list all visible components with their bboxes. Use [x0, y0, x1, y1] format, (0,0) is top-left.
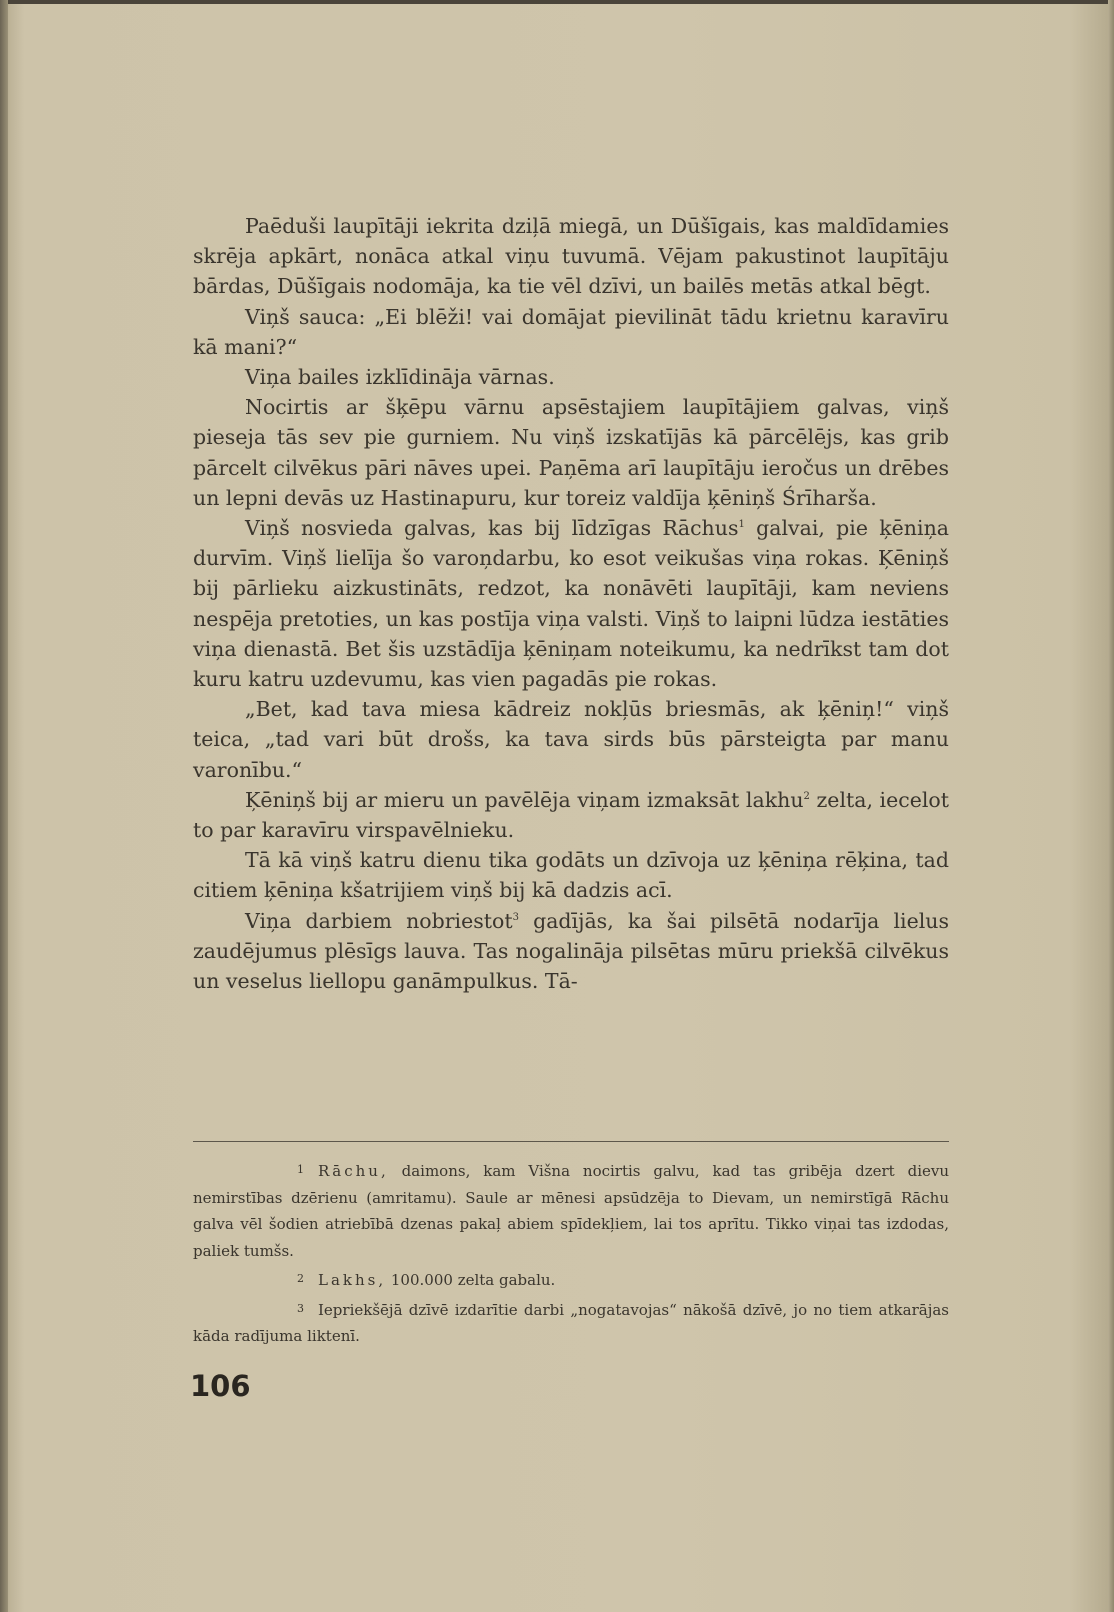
- paragraph: Viņa bailes izklīdināja vārnas.: [245, 365, 555, 390]
- footnote-mark: 2: [297, 1272, 304, 1285]
- paragraph-text: Ķēniņš bij ar mieru un pavēlēja viņam izmaksāt lakhu: [245, 787, 804, 812]
- paragraph: [193, 785, 949, 845]
- footnote: [193, 1296, 949, 1350]
- paragraph-text: Viņa darbiem nobriestot: [245, 908, 513, 933]
- paragraph-text: zelta, iecelot to par karavīru virspavēlnieku.: [193, 787, 949, 843]
- footnote-term: Rāchu,: [318, 1162, 389, 1180]
- footnote: [193, 1157, 949, 1264]
- footnote-text: daimons, kam Višna nocirtis galvu, kad tas gribēja dzert dievu nemirstības dzērienu (amritamu). Saule ar mēnesi apsūdzēja to Dievam, un nemirstīgā Rāchu galva vēl šodien atriebībā dzenas pakaļ abiem spīdekļiem, lai tos aprītu. Tikko viņai tas izdodas, paliek tumšs.: [193, 1162, 949, 1260]
- paragraph-text: gadījās, ka šai pilsētā nodarīja lielus zaudējumus plēsīgs lauva. Tas nogalināja pilsētas mūru priekšā cilvēkus un veselus liellopu ganāmpulkus. Tā-: [193, 908, 949, 994]
- footnote-mark: 3: [297, 1301, 304, 1315]
- paragraph: „Bet, kad tava miesa kādreiz nokļūs briesmās, ak ķēniņ!“ viņš teica, „tad vari būt drošs, ka tava sirds būs pārsteigta par manu varonību.“: [193, 697, 949, 782]
- footnote-mark: 1: [297, 1163, 304, 1176]
- page-binding-edge: [0, 0, 8, 1612]
- paragraph: [193, 906, 949, 997]
- paragraph: Tā kā viņš katru dienu tika godāts un dzīvoja uz ķēniņa rēķina, tad citiem ķēniņa kšatrijiem viņš bij kā dadzis acī.: [193, 848, 949, 903]
- paragraph: Nocirtis ar šķēpu vārnu apsēstajiem laupītājiem galvas, viņš pieseja tās sev pie gurniem. Nu viņš izskatījās kā pārcēlējs, kas grib pārcelt cilvēkus pāri nāves upei. Paņēma arī laupītāju ieročus un drēbes un lepni devās uz Hastinapuru, kur toreiz valdīja ķēniņš Śrīharša.: [193, 395, 949, 510]
- footnote-reference: 1: [738, 519, 745, 531]
- footnote-text: Iepriekšējā dzīvē izdarītie darbi „nogatavojas“ nākošā dzīvē, jo no tiem atkarājas kāda radījuma liktenī.: [193, 1300, 949, 1345]
- footnote-text: 100.000 zelta gabalu.: [386, 1271, 556, 1289]
- paragraph-text: galvai, pie ķēniņa durvīm. Viņš lielīja šo varoņdarbu, ko esot veikušas viņa rokas. Ķēniņš bij pārlieku aizkustināts, redzot, ka nonāvēti laupītāji, kam neviens nespēja pretoties, un kas postīja viņa valsti. Viņš to laipni lūdza iestāties viņa dienastā. Bet šis uzstādīja ķēniņam noteikumu, ka nedrīkst tam dot kuru katru uzdevumu, kas vien pagadās pie rokas.: [193, 516, 949, 692]
- main-text: [193, 211, 949, 996]
- footnote-reference: 2: [803, 791, 810, 803]
- page-top-edge: [0, 0, 1114, 4]
- page-right-edge: [1108, 0, 1114, 1612]
- footnotes: [193, 1157, 949, 1352]
- paragraph: Paēduši laupītāji iekrita dziļā miegā, un Dūšīgais, kas maldīdamies skrēja apkārt, nonāca atkal viņu tuvumā. Vējam pakustinot laupītāju bārdas, Dūšīgais nodomāja, ka tie vēl dzīvi, un bailēs metās atkal bēgt.: [193, 214, 949, 299]
- paragraph: [193, 513, 949, 694]
- footnote-reference: 3: [512, 911, 519, 923]
- footnote: [193, 1266, 949, 1294]
- paragraph: Viņš sauca: „Ei blēži! vai domājat pievilināt tādu krietnu karavīru kā mani?“: [193, 304, 949, 359]
- page-number: 106: [190, 1369, 251, 1403]
- paragraph-text: Viņš nosvieda galvas, kas bij līdzīgas Rāchus: [245, 516, 739, 541]
- footnote-divider: [193, 1141, 949, 1142]
- footnote-term: Lakhs,: [318, 1271, 387, 1289]
